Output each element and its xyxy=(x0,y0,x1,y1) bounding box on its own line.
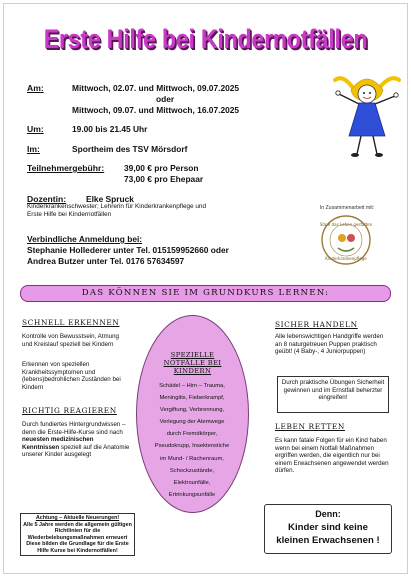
time-label: Um: xyxy=(27,124,44,134)
jumping-girl-illustration xyxy=(333,70,401,158)
fee-person: 39,00 € pro Person xyxy=(124,163,199,173)
partner-caption: In Zusammenarbeit mit: xyxy=(319,205,375,211)
partner-logo-seal xyxy=(320,214,372,266)
emergency-item: Pseudokrupp, Insektenstiche xyxy=(154,443,230,450)
lecturer-line-1: Kinderkrankenschwester; Lehrerin für Kinderkrankenpflege und xyxy=(27,203,207,210)
emergency-item: Meningitis, Fieberkrampf, xyxy=(159,395,225,402)
registration-label: Verbindliche Anmeldung bei: xyxy=(27,234,143,244)
place-value: Sportheim des TSV Mörsdorf xyxy=(72,144,188,154)
emergency-item: Schädel – Hirn – Trauma, xyxy=(159,383,225,389)
flyer-title: Erste Hilfe bei Kindernotfällen xyxy=(43,24,368,54)
emergency-item: Verlegung der Atemwege xyxy=(159,419,225,426)
dates-line-2: Mittwoch, 09.07. und Mittwoch, 16.07.2025 xyxy=(72,105,240,115)
lecturer-name: Elke Spruck xyxy=(86,194,134,204)
practice-box-text: Durch praktische Übungen Sicherheit gewinnen und im Ernstfall beherzter eingreifen! xyxy=(281,379,385,402)
update-notice-box xyxy=(20,513,135,556)
heading-spezielle-notfaelle: SPEZIELLE NOTFÄLLE BEI KINDERN xyxy=(163,351,222,375)
lecturer-label: Dozentin: xyxy=(27,194,67,204)
emergency-item: im Mund- / Rachenraum, xyxy=(160,455,224,462)
right-paragraph-1: Alle lebenswichtigen Handgriffe werden an 8 naturgetreuen Puppen praktisch geübt! (4 Baby-, 4 Juniorpuppen) xyxy=(275,333,384,356)
fee-couple: 73,00 € pro Ehepaar xyxy=(124,174,204,184)
registration-line-2: Andrea Butzer unter Tel. 0176 57634597 xyxy=(27,256,185,266)
date-label: Am: xyxy=(27,83,44,93)
place-label: Im: xyxy=(27,144,40,154)
emergency-list xyxy=(142,380,242,501)
left-paragraph-1: Kontrolle von Bewusstsein, Atmung und Kreislauf speziell bei Kindern xyxy=(22,333,119,348)
heading-sicher-handeln: SICHER HANDELN xyxy=(275,320,358,329)
closing-line-3: kleinen Erwachsenen ! xyxy=(276,535,380,546)
emergency-item: Ertrinkungsunfälle xyxy=(168,491,216,498)
course-content-banner: DAS KÖNNEN SIE IM GRUNDKURS LERNEN: xyxy=(20,285,391,302)
logo-text-bottom: Kinderkrankenpflege xyxy=(325,256,367,261)
heading-richtig-reagieren: RICHTIG REAGIEREN xyxy=(22,406,117,415)
emergency-item: Vergiftung, Verbrennung, xyxy=(159,407,225,414)
fee-label: Teilnehmergebühr: xyxy=(27,163,105,173)
closing-line-2: Kinder sind keine xyxy=(288,522,368,533)
registration-line-1: Stephanie Hollederer unter Tel. 015159952660 oder xyxy=(27,245,229,255)
practice-box xyxy=(277,376,389,413)
left-paragraph-3: Durch fundiertes Hintergrundwissen – denn die Erste-Hilfe-Kurse sind nach neuesten medizinischen Kenntnissen speziell auf die Anatomie unserer Kinder ausgelegt xyxy=(22,421,130,459)
dates-or: oder xyxy=(156,94,175,104)
logo-text-top: Stark das Leben gestalten xyxy=(320,222,372,227)
update-notice-text: Achtung – Aktuelle Neuerungen! Alle 5 Jahre werden die allgemein gültigen Richtlinien für die Wiederbelebungsmaßnahmen erneuert Diese bilden die Grundlage für die Erste Hilfe Kurse bei Kindernotfällen! xyxy=(23,515,132,554)
emergency-item: Elektrounfälle, xyxy=(173,479,211,486)
dates-line-1: Mittwoch, 02.07. und Mittwoch, 09.07.2025 xyxy=(72,83,240,93)
right-paragraph-2: Es kann fatale Folgen für ein Kind haben wenn bei einem Notfall Maßnahmen ergriffen werden, die eigentlich nur bei einem Erwachsenen angewendet werden dürfen. xyxy=(275,437,389,475)
heading-schnell-erkennen: SCHNELL ERKENNEN xyxy=(22,318,120,327)
lecturer-line-2: Erste Hilfe bei Kindernotfällen xyxy=(27,211,112,218)
closing-line-1: Denn: xyxy=(315,509,341,519)
time-value: 19.00 bis 21.45 Uhr xyxy=(72,124,148,134)
left-paragraph-2: Erkennen von speziellen Krankheitssymptomen und (lebens)bedrohlichen Zuständen bei Kindern xyxy=(22,361,121,391)
heading-leben-retten: LEBEN RETTEN xyxy=(275,422,345,431)
closing-statement-box xyxy=(264,504,392,554)
emergency-item: Schockzustände, xyxy=(169,467,215,474)
emergency-item: durch Fremdkörper, xyxy=(166,431,218,438)
